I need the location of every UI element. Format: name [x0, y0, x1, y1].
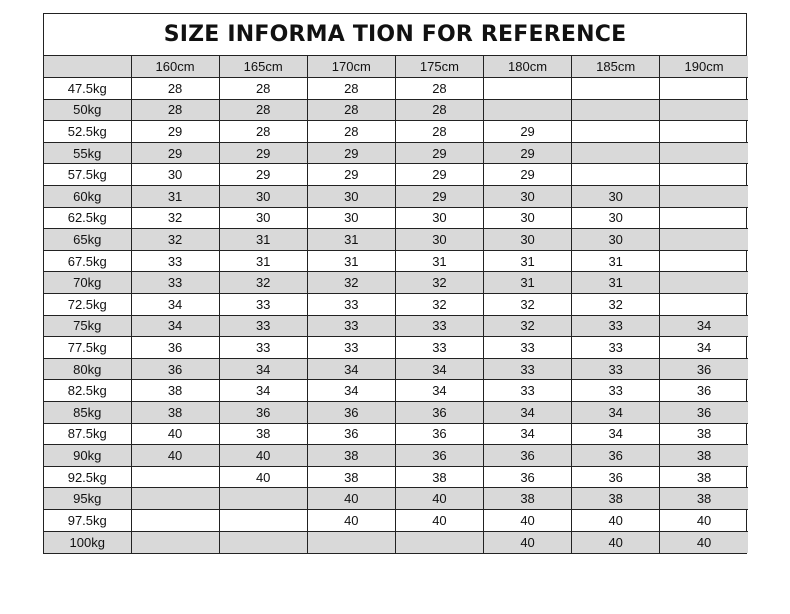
size-cell: 33 — [572, 315, 660, 337]
size-cell: 31 — [395, 250, 483, 272]
size-cell — [572, 142, 660, 164]
size-cell: 36 — [484, 445, 572, 467]
size-cell — [219, 531, 307, 553]
table-row — [44, 186, 748, 208]
size-cell: 30 — [131, 164, 219, 186]
size-cell: 33 — [219, 294, 307, 316]
size-cell: 31 — [572, 250, 660, 272]
size-cell — [660, 164, 748, 186]
size-cell: 31 — [484, 272, 572, 294]
weight-label: 60kg — [44, 186, 131, 208]
table-row — [44, 531, 748, 553]
size-cell: 33 — [131, 250, 219, 272]
size-cell: 33 — [395, 337, 483, 359]
size-cell: 36 — [131, 337, 219, 359]
size-cell: 33 — [572, 337, 660, 359]
size-cell: 28 — [395, 121, 483, 143]
size-cell: 36 — [572, 466, 660, 488]
size-cell: 32 — [219, 272, 307, 294]
size-cell: 34 — [395, 358, 483, 380]
corner-cell — [44, 56, 131, 78]
weight-label: 57.5kg — [44, 164, 131, 186]
size-cell: 40 — [572, 509, 660, 531]
size-cell: 34 — [484, 402, 572, 424]
size-cell: 38 — [395, 466, 483, 488]
weight-label: 97.5kg — [44, 509, 131, 531]
size-cell: 40 — [307, 488, 395, 510]
size-cell: 29 — [395, 186, 483, 208]
table-row — [44, 229, 748, 251]
table-row — [44, 380, 748, 402]
size-cell: 29 — [307, 164, 395, 186]
size-cell: 32 — [307, 272, 395, 294]
size-cell: 38 — [219, 423, 307, 445]
size-cell: 28 — [307, 121, 395, 143]
size-cell: 36 — [219, 402, 307, 424]
weight-label: 80kg — [44, 358, 131, 380]
weight-label: 100kg — [44, 531, 131, 553]
header-row — [44, 56, 748, 78]
table-row — [44, 488, 748, 510]
size-cell: 34 — [307, 380, 395, 402]
size-chart — [43, 13, 747, 554]
size-cell: 29 — [307, 142, 395, 164]
weight-label: 72.5kg — [44, 294, 131, 316]
size-cell — [660, 272, 748, 294]
weight-label: 55kg — [44, 142, 131, 164]
size-cell: 38 — [131, 380, 219, 402]
size-cell: 34 — [572, 402, 660, 424]
size-cell: 36 — [660, 358, 748, 380]
size-cell: 33 — [219, 315, 307, 337]
weight-label: 95kg — [44, 488, 131, 510]
table-row — [44, 272, 748, 294]
size-cell: 40 — [572, 531, 660, 553]
size-cell: 36 — [395, 402, 483, 424]
size-cell: 40 — [219, 466, 307, 488]
size-cell: 33 — [572, 358, 660, 380]
size-cell — [484, 78, 572, 100]
size-cell: 31 — [131, 186, 219, 208]
size-cell: 36 — [660, 402, 748, 424]
size-cell: 30 — [219, 207, 307, 229]
size-cell: 33 — [307, 315, 395, 337]
weight-label: 52.5kg — [44, 121, 131, 143]
size-cell: 34 — [660, 337, 748, 359]
weight-label: 85kg — [44, 402, 131, 424]
size-cell: 36 — [307, 423, 395, 445]
size-cell: 29 — [484, 142, 572, 164]
size-cell: 28 — [219, 78, 307, 100]
size-cell — [660, 229, 748, 251]
size-cell — [131, 509, 219, 531]
size-cell: 32 — [572, 294, 660, 316]
size-cell — [131, 531, 219, 553]
size-cell: 38 — [131, 402, 219, 424]
size-cell: 30 — [572, 186, 660, 208]
size-cell — [660, 294, 748, 316]
size-cell: 34 — [660, 315, 748, 337]
size-cell: 30 — [219, 186, 307, 208]
size-cell — [219, 488, 307, 510]
table-row — [44, 99, 748, 121]
size-cell: 29 — [484, 164, 572, 186]
weight-label: 75kg — [44, 315, 131, 337]
weight-label: 47.5kg — [44, 78, 131, 100]
size-cell: 34 — [219, 380, 307, 402]
size-cell: 29 — [219, 164, 307, 186]
size-cell: 29 — [395, 164, 483, 186]
size-cell: 31 — [484, 250, 572, 272]
height-header: 165cm — [219, 56, 307, 78]
size-cell: 30 — [307, 186, 395, 208]
chart-title: SIZE INFORMA TION FOR REFERENCE — [44, 14, 746, 56]
table-row — [44, 445, 748, 467]
size-cell: 30 — [572, 229, 660, 251]
size-cell: 36 — [484, 466, 572, 488]
table-row — [44, 78, 748, 100]
table-row — [44, 121, 748, 143]
size-cell: 38 — [484, 488, 572, 510]
size-cell: 33 — [307, 337, 395, 359]
weight-label: 87.5kg — [44, 423, 131, 445]
size-cell: 38 — [572, 488, 660, 510]
weight-label: 82.5kg — [44, 380, 131, 402]
size-cell: 30 — [484, 207, 572, 229]
size-cell: 28 — [395, 99, 483, 121]
size-cell: 38 — [660, 488, 748, 510]
weight-label: 92.5kg — [44, 466, 131, 488]
size-cell: 33 — [131, 272, 219, 294]
size-cell: 38 — [307, 445, 395, 467]
size-cell: 30 — [307, 207, 395, 229]
weight-label: 50kg — [44, 99, 131, 121]
size-cell: 32 — [131, 229, 219, 251]
size-cell: 40 — [131, 423, 219, 445]
size-cell: 33 — [484, 380, 572, 402]
weight-label: 90kg — [44, 445, 131, 467]
size-cell: 33 — [484, 358, 572, 380]
size-cell: 28 — [219, 121, 307, 143]
size-cell: 32 — [131, 207, 219, 229]
table-row — [44, 466, 748, 488]
size-cell: 38 — [660, 445, 748, 467]
size-cell: 36 — [660, 380, 748, 402]
size-cell: 34 — [395, 380, 483, 402]
size-cell — [484, 99, 572, 121]
table-row — [44, 337, 748, 359]
size-cell: 28 — [395, 78, 483, 100]
size-cell: 29 — [131, 142, 219, 164]
table-row — [44, 315, 748, 337]
size-cell: 29 — [395, 142, 483, 164]
weight-label: 77.5kg — [44, 337, 131, 359]
size-cell: 32 — [395, 272, 483, 294]
table-row — [44, 509, 748, 531]
size-cell — [660, 250, 748, 272]
size-cell: 36 — [395, 423, 483, 445]
size-cell: 32 — [484, 294, 572, 316]
size-cell: 33 — [307, 294, 395, 316]
size-cell — [660, 78, 748, 100]
table-row — [44, 142, 748, 164]
size-cell: 28 — [131, 99, 219, 121]
table-row — [44, 358, 748, 380]
table-row — [44, 402, 748, 424]
table-row — [44, 294, 748, 316]
size-cell: 40 — [219, 445, 307, 467]
size-cell: 30 — [395, 229, 483, 251]
table-row — [44, 207, 748, 229]
table-row — [44, 423, 748, 445]
size-cell: 36 — [572, 445, 660, 467]
size-cell: 30 — [395, 207, 483, 229]
size-cell: 40 — [484, 531, 572, 553]
size-cell: 38 — [660, 423, 748, 445]
size-cell — [572, 164, 660, 186]
size-cell — [660, 121, 748, 143]
size-cell: 40 — [131, 445, 219, 467]
size-cell: 31 — [307, 250, 395, 272]
size-cell: 34 — [219, 358, 307, 380]
size-table — [44, 56, 748, 553]
size-cell — [395, 531, 483, 553]
size-cell — [572, 78, 660, 100]
size-cell: 29 — [484, 121, 572, 143]
size-cell — [572, 121, 660, 143]
size-cell: 34 — [131, 315, 219, 337]
height-header: 175cm — [395, 56, 483, 78]
size-cell: 40 — [660, 509, 748, 531]
size-cell: 36 — [307, 402, 395, 424]
weight-label: 62.5kg — [44, 207, 131, 229]
size-cell: 38 — [307, 466, 395, 488]
size-cell: 36 — [131, 358, 219, 380]
size-cell: 28 — [131, 78, 219, 100]
weight-label: 67.5kg — [44, 250, 131, 272]
size-cell: 28 — [307, 78, 395, 100]
height-header: 180cm — [484, 56, 572, 78]
size-cell — [131, 488, 219, 510]
size-cell: 40 — [307, 509, 395, 531]
height-header: 160cm — [131, 56, 219, 78]
size-cell: 31 — [219, 250, 307, 272]
size-cell: 29 — [131, 121, 219, 143]
size-cell: 34 — [572, 423, 660, 445]
size-cell: 40 — [660, 531, 748, 553]
size-cell: 40 — [395, 509, 483, 531]
weight-label: 70kg — [44, 272, 131, 294]
size-cell: 40 — [484, 509, 572, 531]
size-cell: 30 — [572, 207, 660, 229]
size-cell: 34 — [484, 423, 572, 445]
size-cell: 33 — [572, 380, 660, 402]
size-cell: 33 — [395, 315, 483, 337]
size-cell: 36 — [395, 445, 483, 467]
size-cell — [660, 99, 748, 121]
size-cell: 40 — [395, 488, 483, 510]
size-cell: 28 — [307, 99, 395, 121]
size-cell: 30 — [484, 186, 572, 208]
size-cell — [660, 142, 748, 164]
size-cell: 30 — [484, 229, 572, 251]
size-cell: 31 — [572, 272, 660, 294]
size-cell: 34 — [307, 358, 395, 380]
size-cell: 33 — [219, 337, 307, 359]
height-header: 185cm — [572, 56, 660, 78]
weight-label: 65kg — [44, 229, 131, 251]
table-row — [44, 250, 748, 272]
table-row — [44, 164, 748, 186]
size-cell: 29 — [219, 142, 307, 164]
size-cell: 38 — [660, 466, 748, 488]
size-cell: 33 — [484, 337, 572, 359]
size-cell — [660, 207, 748, 229]
size-cell — [572, 99, 660, 121]
height-header: 190cm — [660, 56, 748, 78]
size-cell: 32 — [395, 294, 483, 316]
size-cell: 32 — [484, 315, 572, 337]
size-cell: 31 — [307, 229, 395, 251]
size-cell — [660, 186, 748, 208]
size-cell: 28 — [219, 99, 307, 121]
size-cell — [219, 509, 307, 531]
size-cell: 31 — [219, 229, 307, 251]
size-cell — [131, 466, 219, 488]
height-header: 170cm — [307, 56, 395, 78]
size-cell — [307, 531, 395, 553]
size-cell: 34 — [131, 294, 219, 316]
